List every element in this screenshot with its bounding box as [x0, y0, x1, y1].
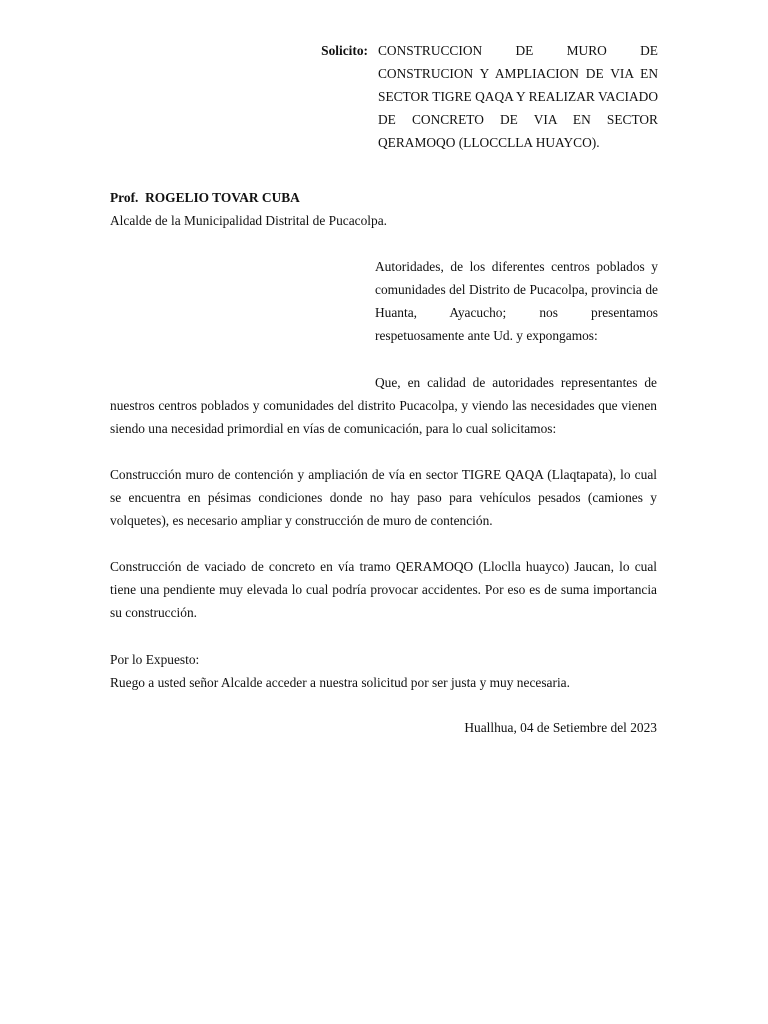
recipient-block — [110, 186, 658, 232]
subject-label: Solicito: — [321, 43, 368, 58]
closing-block — [110, 648, 658, 694]
recipient-name: Prof. ROGELIO TOVAR CUBA — [110, 190, 300, 205]
closing-request: Ruego a usted señor Alcalde acceder a nuestra solicitud por ser justa y muy necesaria. — [110, 675, 570, 690]
subject-text: CONSTRUCCION DE MURO DE CONSTRUCION Y AMPLIACION DE VIA EN SECTOR TIGRE QAQA Y REALIZAR VACIADO DE CONCRETO DE VIA EN SECTOR QERAMOQO (LLOCCLLA HUAYCO). — [378, 43, 658, 150]
paragraph-intro: Que, en calidad de autoridades representantes de nuestros centros poblados y comunidades del distrito Pucacolpa, y viendo las necesidades que vienen siendo una necesidad primordial en vías de comunicación, para lo cual solicitamos: — [110, 375, 657, 436]
closing-intro: Por lo Expuesto: — [110, 652, 200, 667]
subject-block — [300, 39, 658, 154]
paragraph-request-2: Construcción de vaciado de concreto en vía tramo QERAMOQO (Lloclla huayco) Jaucan, lo cual tiene una pendiente muy elevada lo cual podría provocar accidentes. Por eso es de suma importancia su construcción. — [110, 559, 657, 620]
paragraph-request-1: Construcción muro de contención y ampliación de vía en sector TIGRE QAQA (Llaqtapata), lo cual se encuentra en pésimas condiciones donde no hay paso para vehículos pesados (camiones y volquetes), es necesario ampliar y construcción de muro de contención. — [110, 467, 657, 528]
sender-block: Autoridades, de los diferentes centros poblados y comunidades del Distrito de Pucacolpa, provincia de Huanta, Ayacucho; nos presentamos respetuosamente ante Ud. y expongamos: — [375, 259, 658, 343]
place-date: Huallhua, 04 de Setiembre del 2023 — [464, 720, 657, 735]
subject-spacer — [368, 39, 378, 154]
recipient-title: Alcalde de la Municipalidad Distrital de Pucacolpa. — [110, 213, 388, 228]
